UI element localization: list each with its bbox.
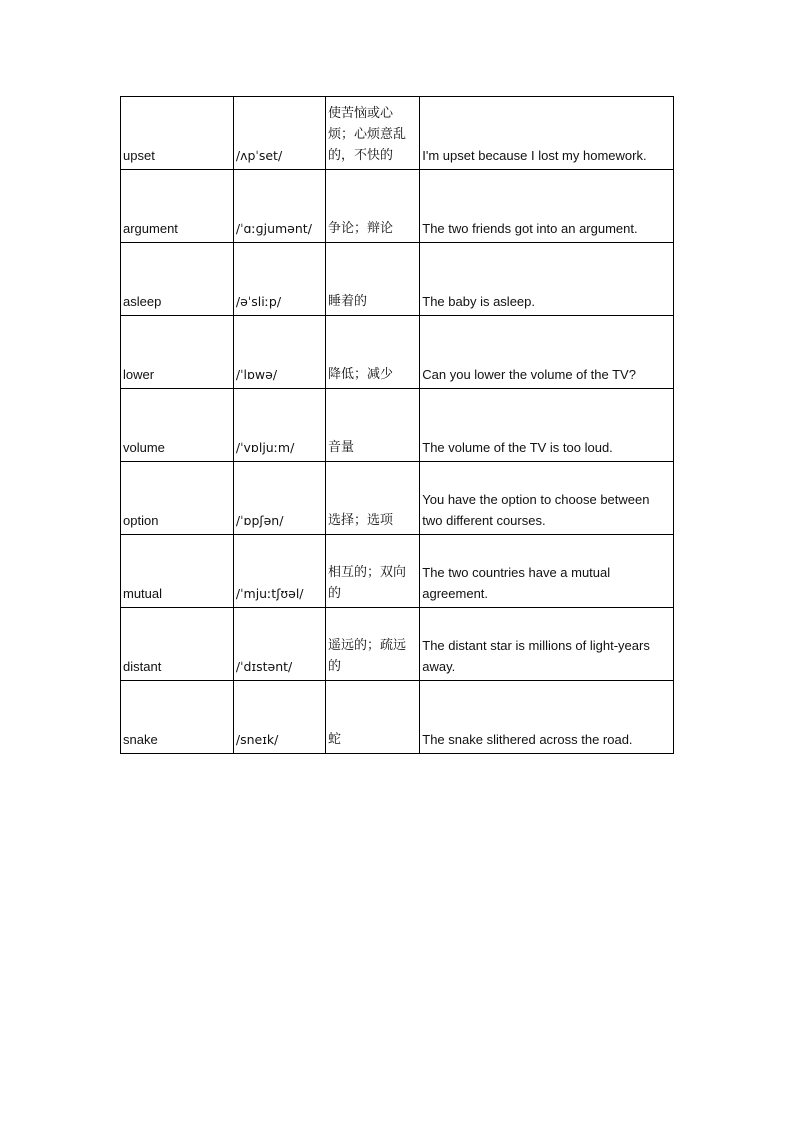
phonetic-cell: /ˈvɒljuːm/ <box>233 389 325 462</box>
example-sentence-cell: Can you lower the volume of the TV? <box>420 316 674 389</box>
word-cell: argument <box>121 170 234 243</box>
table-row <box>121 681 674 754</box>
table-row <box>121 243 674 316</box>
example-sentence-cell: The snake slithered across the road. <box>420 681 674 754</box>
table-row <box>121 170 674 243</box>
word-cell: distant <box>121 608 234 681</box>
meaning-cell: 使苦恼或心烦；心烦意乱的，不快的 <box>326 97 420 170</box>
example-sentence-cell: The volume of the TV is too loud. <box>420 389 674 462</box>
meaning-cell: 遥远的；疏远的 <box>326 608 420 681</box>
table-row <box>121 462 674 535</box>
meaning-cell: 睡着的 <box>326 243 420 316</box>
vocabulary-table <box>120 96 674 754</box>
table-row <box>121 389 674 462</box>
word-cell: mutual <box>121 535 234 608</box>
meaning-cell: 降低；减少 <box>326 316 420 389</box>
word-cell: option <box>121 462 234 535</box>
phonetic-cell: /sneɪk/ <box>233 681 325 754</box>
word-cell: snake <box>121 681 234 754</box>
example-sentence-cell: I'm upset because I lost my homework. <box>420 97 674 170</box>
table-row <box>121 97 674 170</box>
phonetic-cell: /ˈɒpʃən/ <box>233 462 325 535</box>
table-row <box>121 316 674 389</box>
meaning-cell: 选择；选项 <box>326 462 420 535</box>
meaning-cell: 争论；辩论 <box>326 170 420 243</box>
example-sentence-cell: You have the option to choose between two different courses. <box>420 462 674 535</box>
word-cell: asleep <box>121 243 234 316</box>
example-sentence-cell: The baby is asleep. <box>420 243 674 316</box>
phonetic-cell: /ˈlɒwə/ <box>233 316 325 389</box>
phonetic-cell: /ˈɑːɡjumənt/ <box>233 170 325 243</box>
phonetic-cell: /əˈsliːp/ <box>233 243 325 316</box>
word-cell: upset <box>121 97 234 170</box>
word-cell: volume <box>121 389 234 462</box>
phonetic-cell: /ʌpˈset/ <box>233 97 325 170</box>
phonetic-cell: /ˈdɪstənt/ <box>233 608 325 681</box>
example-sentence-cell: The two friends got into an argument. <box>420 170 674 243</box>
meaning-cell: 相互的；双向的 <box>326 535 420 608</box>
meaning-cell: 蛇 <box>326 681 420 754</box>
phonetic-cell: /ˈmjuːtʃʊəl/ <box>233 535 325 608</box>
meaning-cell: 音量 <box>326 389 420 462</box>
example-sentence-cell: The distant star is millions of light-years away. <box>420 608 674 681</box>
example-sentence-cell: The two countries have a mutual agreement. <box>420 535 674 608</box>
table-row <box>121 535 674 608</box>
table-row <box>121 608 674 681</box>
word-cell: lower <box>121 316 234 389</box>
